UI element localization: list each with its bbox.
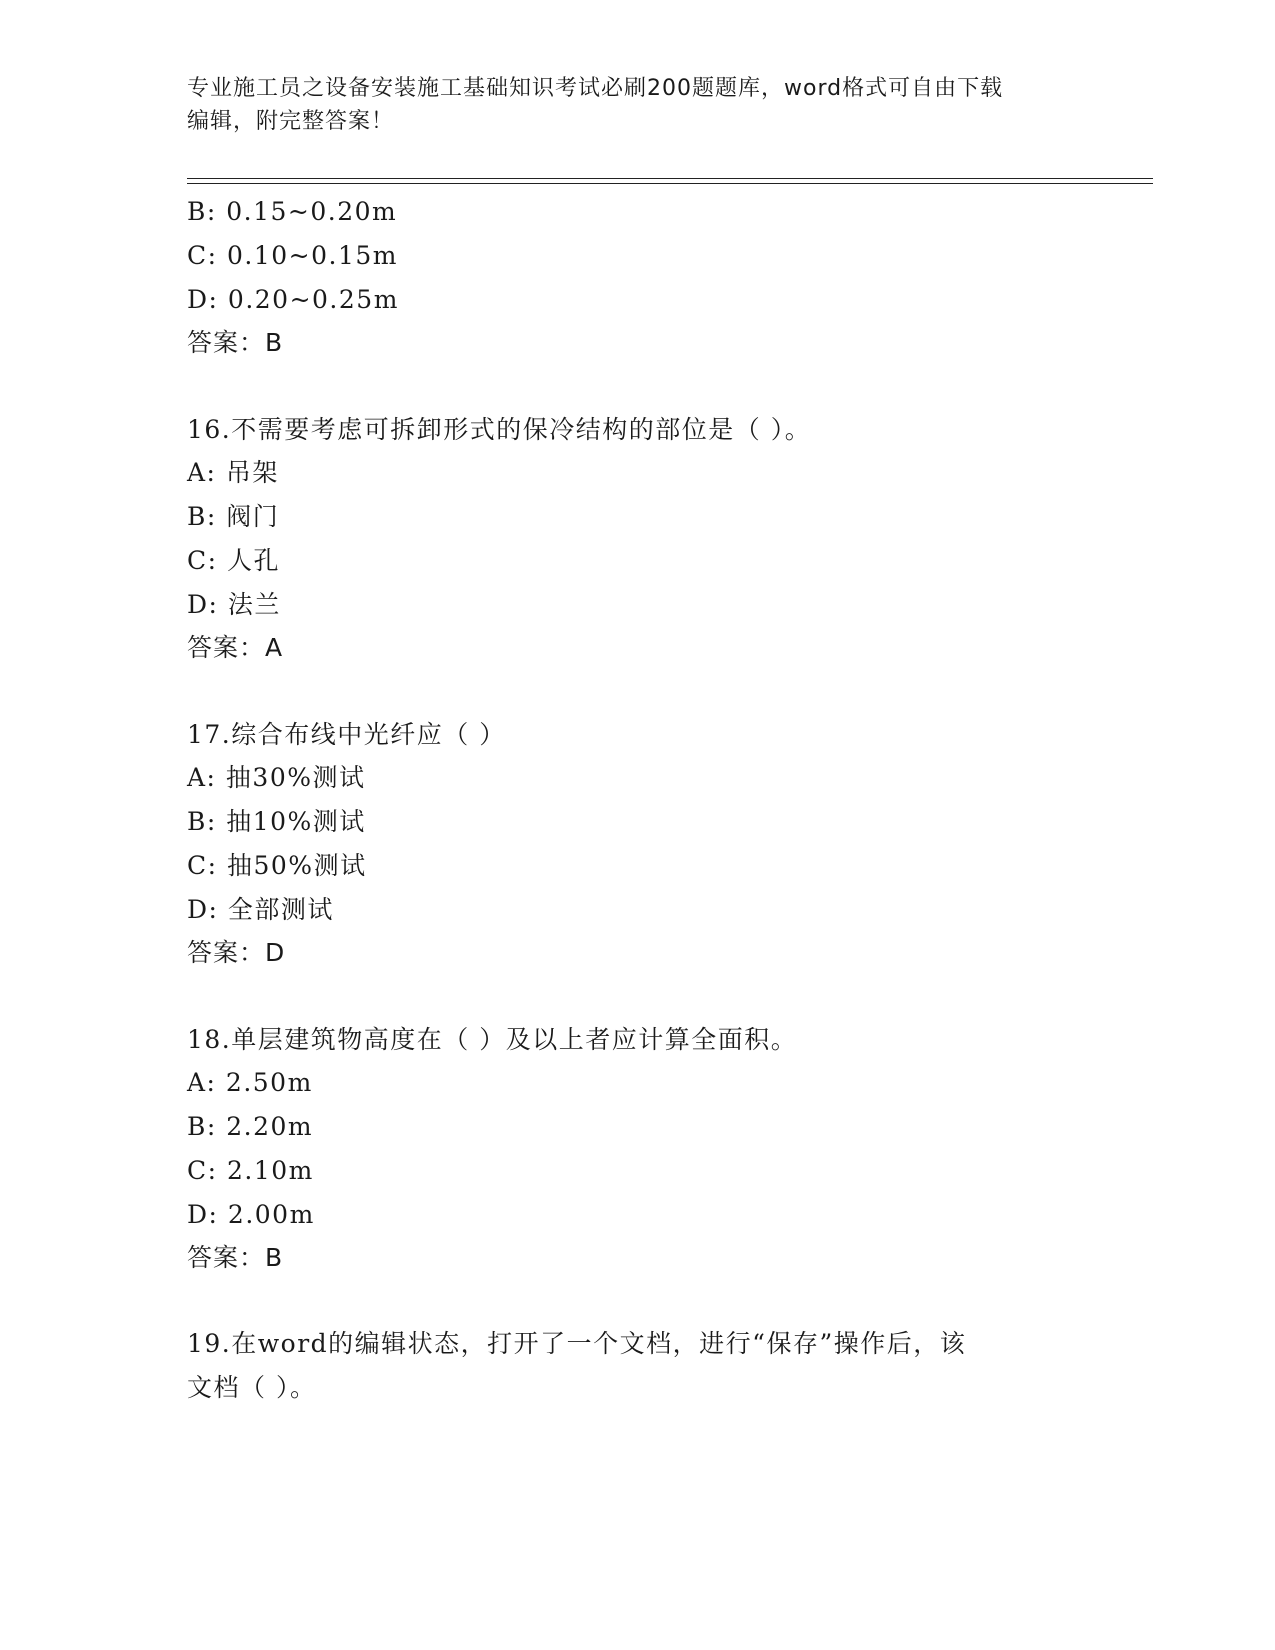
q17-option-a: A: 抽30%测试: [187, 763, 366, 792]
header-divider-top: [187, 178, 1153, 179]
q18-option-d: D: 2.00m: [187, 1200, 315, 1229]
q16-option-a: A: 吊架: [187, 458, 279, 487]
header-title-line-2: 编辑，附完整答案！: [187, 109, 395, 134]
q15-option-d: D: 0.20~0.25m: [187, 285, 399, 314]
q17-option-c: C: 抽50%测试: [187, 851, 367, 880]
q15-answer: 答案：B: [187, 328, 284, 357]
q17-stem: 17.综合布线中光纤应（ ）: [187, 720, 506, 749]
q16-option-b: B: 阀门: [187, 502, 280, 531]
q18-option-c: C: 2.10m: [187, 1156, 314, 1185]
q16-option-c: C: 人孔: [187, 546, 280, 575]
q17-option-d: D: 全部测试: [187, 895, 334, 924]
q15-option-c: C: 0.10~0.15m: [187, 241, 398, 270]
document-header: [187, 72, 1067, 138]
q18-option-a: A: 2.50m: [187, 1068, 313, 1097]
q16-option-d: D: 法兰: [187, 590, 281, 619]
header-divider-bottom: [187, 183, 1153, 184]
q16-answer: 答案：A: [187, 633, 284, 662]
q19-stem-line-1: 19.在word的编辑状态，打开了一个文档，进行“保存”操作后，该: [187, 1329, 967, 1358]
q18-option-b: B: 2.20m: [187, 1112, 314, 1141]
q15-option-b: B: 0.15~0.20m: [187, 197, 398, 226]
q19-stem-line-2: 文档（ ）。: [187, 1373, 317, 1402]
q16-stem: 16.不需要考虑可拆卸形式的保冷结构的部位是（ ）。: [187, 415, 812, 444]
q18-answer: 答案：B: [187, 1243, 284, 1272]
header-title-line-1: 专业施工员之设备安装施工基础知识考试必刷200题题库，word格式可自由下载: [187, 76, 1004, 101]
q17-answer: 答案：D: [187, 938, 286, 967]
q18-stem: 18.单层建筑物高度在（ ）及以上者应计算全面积。: [187, 1025, 798, 1054]
q17-option-b: B: 抽10%测试: [187, 807, 366, 836]
